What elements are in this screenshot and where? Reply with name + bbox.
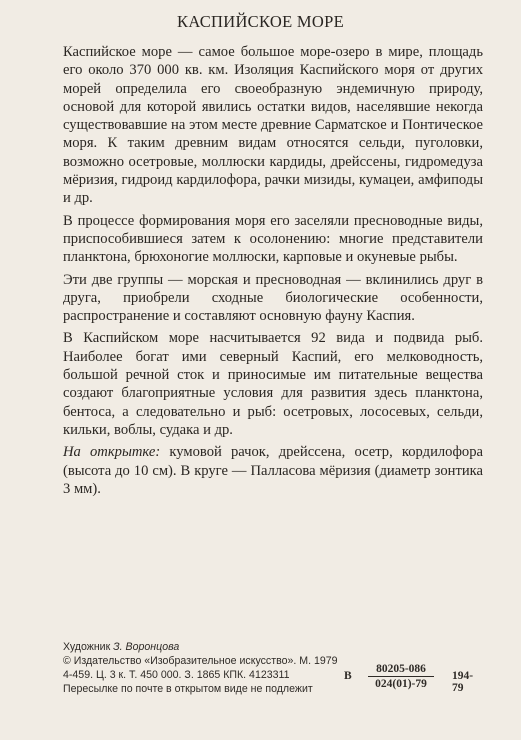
article-body (63, 43, 483, 502)
artist-name: З. Воронцова (113, 641, 180, 653)
artist-line (63, 640, 503, 654)
paragraph: В процессе формирования моря его заселяли пресноводные виды, приспособившиеся затем к осолонению: многие представители планктона, брюхоногие моллюски, карповые и окуневые рыбы. (63, 212, 483, 266)
paragraph: В Каспийском море насчитывается 92 вида и подвида рыб. Наиболее богат ими северный Каспий, его мелководность, большой речной сток и приносимые им питательные вещества создают благоприятные условия для развития здесь планктона, бентоса, а следовательно и рыб: осетровых, лососевых, сельди, кильки, воблы, судака и др. (63, 330, 483, 438)
publisher-line: © Издательство «Изобразительное искусство». М. 1979 (63, 655, 338, 667)
catalog-code: 194-79 (452, 670, 474, 694)
paragraph: Эти две группы — морская и пресноводная — вклинились друг в друга, приобрели сходные биологические особенности, распространение и составляют основную фауну Каспия. (63, 271, 483, 325)
postal-note-line: Пересылке по почте в открытом виде не подлежит (63, 683, 313, 695)
print-info-line: 4-459. Ц. 3 к. Т. 450 000. З. 1865 КПК. 4123311 (63, 669, 290, 681)
catalog-denominator: 024(01)-79 (375, 678, 427, 690)
caption-paragraph (63, 443, 483, 498)
catalog-letter: В (344, 670, 352, 682)
artist-label: Художник (63, 641, 114, 653)
catalog-fraction (368, 663, 434, 690)
caption-lead: На открытке: (63, 444, 161, 461)
page-title: КАСПИЙСКОЕ МОРЕ (177, 12, 344, 31)
imprint (63, 640, 503, 696)
catalog-numerator: 80205-086 (368, 663, 434, 677)
paragraph: Каспийское море — самое большое море-озеро в мире, площадь его около 370 000 кв. км. Изоляция Каспийского моря от других морей определила его своеобразную эндемичную природу, основой для которой явились остатки видов, населявшие некогда существовавшие на этом месте древние Сарматское и Понтическое моря. К таким древним видам относятся сельди, пуголовки, возможно осетровые, моллюски кардиды, дрейссены, гидромедуза мёризия, гидроид кардилофора, рачки мизиды, кумацеи, амфиподы и др. (63, 44, 483, 207)
caption-text: кумовой рачок, дрейссена, осетр, кордилофора (высота до 10 см). В круге — Палласова мёризия (диаметр зонтика 3 мм). (63, 444, 483, 497)
